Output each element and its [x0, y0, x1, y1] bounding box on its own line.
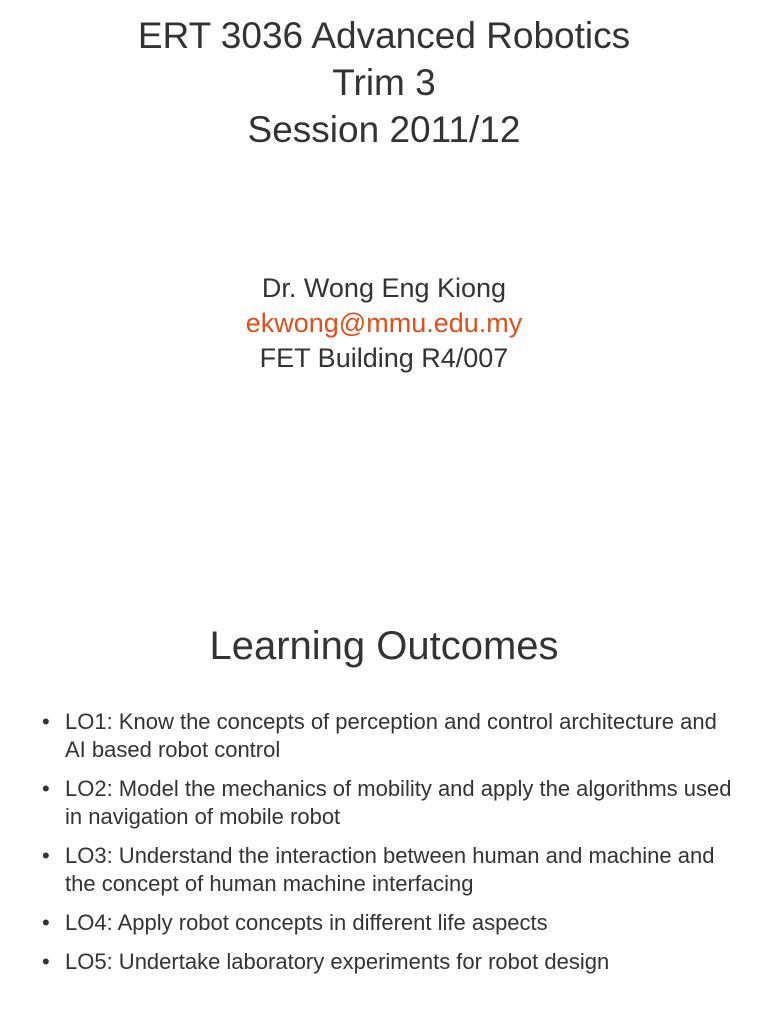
- bullet-icon: •: [42, 910, 50, 935]
- list-item-text: LO3: Understand the interaction between human and machine and the concept of human machine interfacing: [65, 843, 715, 896]
- author-email-link[interactable]: ekwong@mmu.edu.my: [245, 308, 523, 338]
- course-title-line-3: Session 2011/12: [247, 109, 521, 150]
- list-item-text: LO1: Know the concepts of perception and control architecture and AI based robot control: [65, 709, 717, 762]
- list-item: [40, 775, 740, 831]
- course-title-line-1: ERT 3036 Advanced Robotics: [137, 15, 631, 56]
- list-item: [40, 708, 740, 764]
- learning-outcomes-list: [40, 708, 740, 987]
- learning-outcomes-title: Learning Outcomes: [209, 624, 559, 668]
- learning-outcomes-slide: [0, 512, 768, 1024]
- list-item: [40, 909, 740, 937]
- bullet-icon: •: [42, 709, 50, 734]
- list-item: [40, 842, 740, 898]
- author-info: [0, 271, 768, 376]
- course-title: [0, 12, 768, 153]
- author-office: FET Building R4/007: [259, 343, 509, 373]
- bullet-icon: •: [42, 949, 50, 974]
- course-title-line-2: Trim 3: [332, 62, 436, 103]
- bullet-icon: •: [42, 843, 50, 868]
- author-name: Dr. Wong Eng Kiong: [261, 273, 507, 303]
- bullet-icon: •: [42, 776, 50, 801]
- list-item-text: LO4: Apply robot concepts in different life aspects: [65, 910, 548, 935]
- list-item-text: LO5: Undertake laboratory experiments for robot design: [65, 949, 610, 974]
- list-item-text: LO2: Model the mechanics of mobility and apply the algorithms used in navigation of mobile robot: [65, 776, 732, 829]
- list-item: [40, 948, 740, 976]
